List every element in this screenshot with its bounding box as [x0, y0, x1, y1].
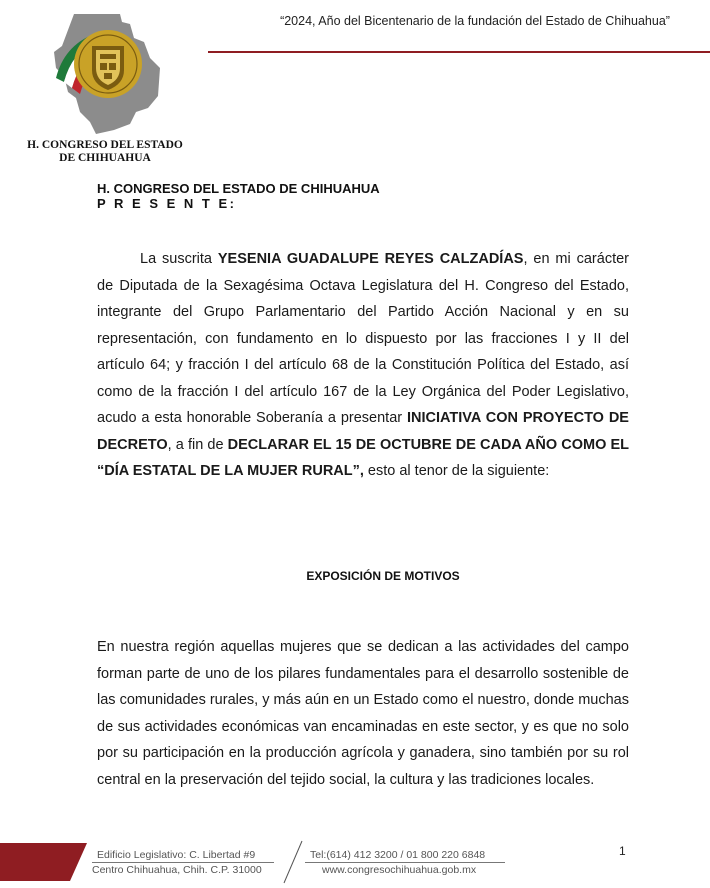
deputy-name: YESENIA GUADALUPE REYES CALZADÍAS [217, 251, 524, 267]
section-heading: EXPOSICIÓN DE MOTIVOS [306, 569, 460, 583]
footer-phone: Tel:(614) 412 3200 / 01 800 220 6848 [310, 849, 486, 861]
intro-paragraph: La suscrita YESENIA GUADALUPE REYES CALZADÍAS, en mi carácter de Diputada de la Sexagésima Octava Legislatura del H. Congreso del Estado, integrante del Grupo Parlamentario del Partido Acción Nacional y en su representación, con fundamento en lo dispuesto por las fracciones I y II del artículo 64; y fracción I del artículo 68 de la Constitución Política del Estado, así como de la fracción I del artículo 167 de la Ley Orgánica del Poder Legislativo, acudo a esta honorable Soberanía a presentar INICIATIVA CON PROYECTO DE DECRETO, a fin de DECLARAR EL 15 DE OCTUBRE DE CADA AÑO COMO EL “DÍA ESTATAL DE LA MUJER RURAL”, esto al tenor de la siguiente: [97, 251, 630, 479]
decree-purpose: DECLARAR EL 15 DE OCTUBRE DE CADA AÑO COMO EL “DÍA ESTATAL DE LA MUJER RURAL”, [97, 436, 630, 479]
header-motto: “2024, Año del Bicentenario de la fundación del Estado de Chihuahua” [280, 14, 670, 28]
header-divider [208, 51, 710, 53]
page-number: 1 [619, 844, 626, 858]
footer-website: www.congresochihuahua.gob.mx [322, 864, 477, 876]
addressee: H. CONGRESO DEL ESTADO DE CHIHUAHUA [97, 181, 380, 196]
footer-slash-divider [283, 840, 303, 884]
initiative-type: INICIATIVA CON PROYECTO DE DECRETO [97, 410, 629, 453]
footer-address-line2: Centro Chihuahua, Chih. C.P. 31000 [92, 864, 262, 876]
footer-accent-band [0, 843, 87, 881]
footer-address-line1: Edificio Legislativo: C. Libertad #9 [97, 849, 256, 861]
footer-underline [305, 862, 505, 863]
footer-underline [92, 862, 274, 863]
presente-label: P R E S E N T E: [97, 196, 237, 211]
institution-caption: H. CONGRESO DEL ESTADO DE CHIHUAHUA [27, 139, 183, 164]
address-block [97, 181, 380, 211]
congress-logo-icon [50, 12, 162, 136]
motivos-paragraph: En nuestra región aquellas mujeres que se dedican a las actividades del campo forman parte de uno de los pilares fundamentales para el desarrollo sostenible de las comunidades rurales, y más aún en un Estado como el nuestro, donde muchas de sus actividades económicas van encaminadas en este sector, y es que no solo por su participación en la producción agrícola y ganadera, sino también por su rol central en la preservación del tejido social, la cultura y las tradiciones locales. [97, 639, 629, 788]
